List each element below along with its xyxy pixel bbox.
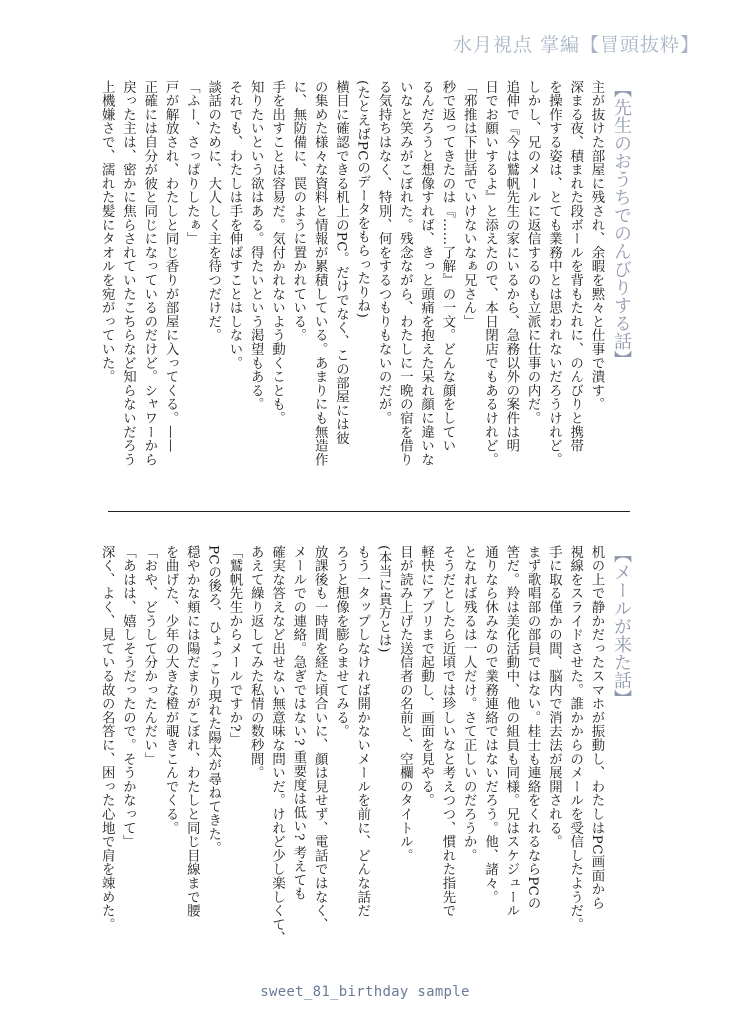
text-line: 主が抜けた部屋に残され、余暇を黙々と仕事で潰す。 (589, 80, 604, 412)
text-line: 深く、よく、見ている故の名答に、困った心地で肩を竦めた。 (99, 545, 115, 932)
text-line: の集めた様々な資料と情報が累積している。あまりにも無造作 (312, 80, 328, 467)
text-line: あえて繰り返してみた私情の数秒間。 (248, 545, 264, 780)
text-line: 日でお願いするよ』と添えたので、本日閉店でもあるけれど。 (482, 80, 498, 467)
text-line: る気持ちはなく、特別、何をするつもりもないのだが。 (376, 80, 392, 425)
text-line: 戻った主は、密かに焦らされていたこちらなど知らないだろう (120, 80, 136, 467)
text-line: まず歌唱部の部員ではない。桂士も連絡をくれるならPCの (525, 545, 541, 911)
section-divider (108, 511, 630, 512)
text-line: ろうと想像を膨らませてみる。 (333, 545, 349, 739)
text-line: を曲げた、少年の大きな橙が覗きこんでくる。 (163, 545, 179, 835)
text-line: 上機嫌さで、濡れた髪にタオルを宛がっていた。 (99, 80, 115, 384)
text-line: 「邪推は下世話でいけないなぁ兄さん」 (461, 80, 477, 329)
text-line: に、無防備に、罠のように置かれている。 (290, 80, 306, 343)
text-line: 追伸で『今は鷲帆先生の家にいるから、急務以外の案件は明 (503, 80, 519, 453)
text-line: 深まる夜、積まれた段ボールを背もたれに、のんびりと携帯 (567, 80, 583, 453)
text-line: 談話のために、大人しく主を待つだけだ。 (205, 80, 221, 343)
text-line: 机の上で静かだったスマホが振動し、わたしはPC画面から (589, 545, 604, 911)
text-line: 戸が解放され、わたしと同じ香りが部屋に入ってくる。—— (163, 80, 179, 453)
text-line: 「おや、どうして分かったんだい」 (141, 545, 157, 766)
text-line: 知りたいという欲はある。得たいという渇望もある。 (248, 80, 264, 412)
text-line: 通りなら休みなので業務連絡ではないだろう。他、諸々。 (482, 545, 498, 904)
text-line: (たとえばPCのデータをもらったりね) (354, 80, 370, 319)
text-line: 視線をスライドさせた。誰かからのメールを受信したようだ。 (567, 545, 583, 932)
text-line: もう一タップしなければ開かないメールを前に、どんな話だ (354, 545, 370, 918)
text-line: 手を出すことは容易だ。気付かれないよう動くことも。 (269, 80, 285, 425)
text-line: 軽快にアプリまで起動し、画面を見やる。 (418, 545, 434, 808)
section-top-text (100, 80, 635, 500)
text-line: (本当に貴方とは) (376, 545, 392, 653)
text-line: 手に取る僅かの間、脳内で消去法が展開される。 (546, 545, 562, 849)
text-line: 「あはは、嬉しそうだったので。そうかなって」 (120, 545, 136, 849)
text-line: 正確には自分が彼と同じになっているのだけど。シャワーから (141, 80, 157, 467)
text-line: るんだろうと想像すれば、きっと頭痛を抱えた呆れ顔に違いな (418, 80, 434, 467)
text-line: を操作する姿は、とても業務中とは思われないだろうけれど。 (546, 80, 562, 467)
section-heading: 【先生のおうちでのんびりする話】 (611, 80, 632, 368)
text-line: 筈だ。羚は美化活動中、他の組員も同様。兄はスケジュール (503, 545, 519, 918)
text-line: 横目に確認できる机上のPC。だけでなく、この部屋には彼 (333, 80, 349, 446)
text-line: いなと笑みがこぼれた。残念ながら、わたしに一晩の宿を借り (397, 80, 413, 467)
section-bottom-text (100, 545, 635, 970)
text-line: それでも、わたしは手を伸ばすことはしない。 (226, 80, 242, 370)
text-line: 確実な答えなど出せない無意味な問いだ。けれど少し楽しくて、 (269, 545, 285, 946)
text-line: そうだとしたら近頃では珍しいなと考えつつ、慣れた指先で (439, 545, 455, 918)
text-line: 秒で返ってきたのは『……了解』の一文。どんな顔をしてい (439, 80, 455, 453)
footer-caption: sweet_81_birthday sample (260, 984, 470, 1000)
text-line: 「鷲帆先生からメールですか?」 (226, 545, 242, 746)
text-line: 放課後も一時間を経た頃合いに、顔は見せず、電話ではなく、 (312, 545, 328, 932)
text-line: となれば残るは一人だけ。さて正しいのだろうか。 (461, 545, 477, 863)
text-line: 「ふー、さっぱりしたぁ」 (184, 80, 200, 246)
page-title: 水月視点 掌編【冒頭抜粋】 (452, 34, 700, 56)
text-line: 目が読み上げた送信者の名前と、空欄のタイトル。 (397, 545, 413, 863)
text-line: 穏やかな頬には陽だまりがこぼれ、わたしと同じ目線まで腰 (184, 545, 200, 918)
text-line: しかし、兄のメールに返信するのも立派に仕事の内だ。 (525, 80, 541, 425)
text-line: PCの後ろ、ひょっこり現れた陽太が尋ねてきた。 (205, 545, 221, 855)
section-heading: 【メールが来た話】 (611, 545, 632, 707)
text-line: メールでの連絡。急ぎではない? 重要度は低い? 考えても (290, 545, 306, 901)
